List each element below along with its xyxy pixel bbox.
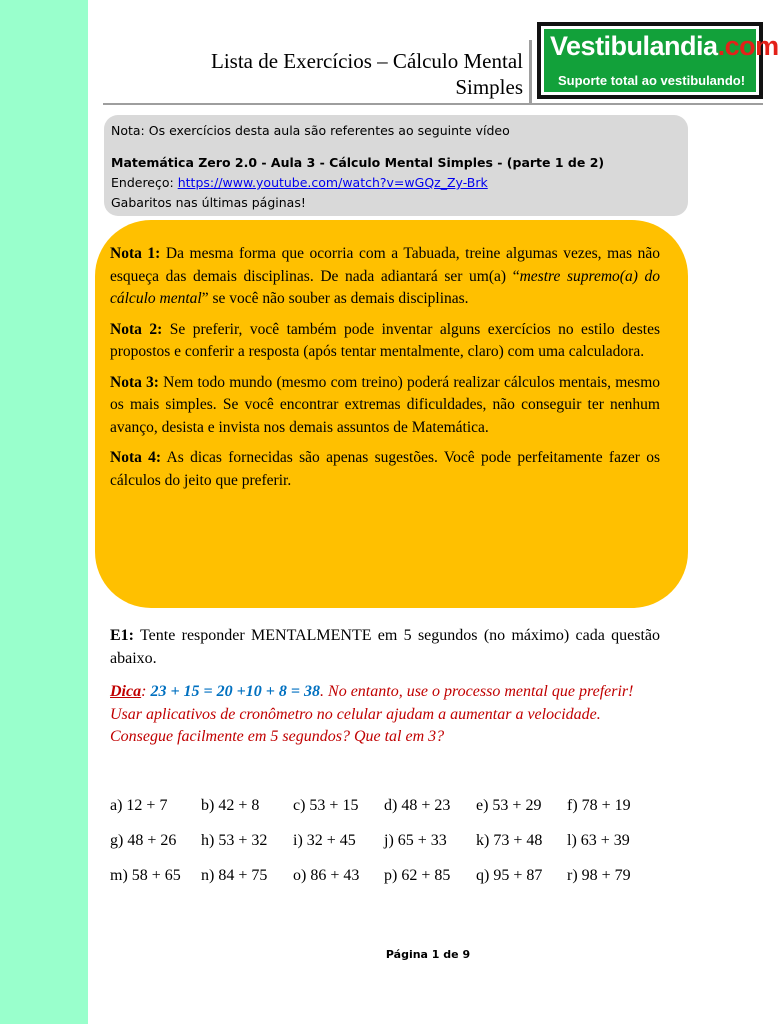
logo-tagline: Suporte total ao vestibulando!: [558, 73, 746, 88]
page-title-line2: Simples: [455, 75, 523, 99]
notes-text: [110, 243, 660, 500]
exercise-text: Tente responder MENTALMENTE em 5 segundos (no máximo) cada questão abaixo.: [110, 627, 660, 667]
note-1-italic: mestre supremo(a) do cálculo mental: [110, 267, 660, 307]
note-label: Nota:: [111, 123, 145, 138]
problem-i: i) 32 + 45: [293, 832, 356, 849]
note-line-1-text: Os exercícios desta aula são referentes ao seguinte vídeo: [144, 123, 510, 138]
exercise-label: E1:: [110, 627, 134, 644]
logo-v: V: [550, 31, 567, 61]
note-1-label: Nota 1:: [110, 245, 161, 262]
problem-c: c) 53 + 15: [293, 797, 359, 814]
note-4-text: As dicas fornecidas são apenas sugestões. Você pode perfeitamente fazer os cálculos do jeito que preferir.: [110, 449, 660, 489]
page-title-line1: Lista de Exercícios – Cálculo Mental: [211, 49, 523, 73]
vestibulandia-logo[interactable]: [537, 22, 779, 99]
left-margin-bar: [0, 0, 88, 1024]
logo-com: .com: [717, 31, 779, 61]
logo-wordmark: [550, 31, 779, 62]
note-line-2: Matemática Zero 2.0 - Aula 3 - Cálculo Mental Simples - (parte 1 de 2): [111, 155, 605, 170]
problem-e: e) 53 + 29: [476, 797, 542, 814]
address-label: Endereço:: [111, 175, 174, 190]
video-note-box: [104, 115, 688, 216]
problem-a: a) 12 + 7: [110, 797, 168, 814]
tip-equation: 23 + 15 = 20 +10 + 8 = 38: [150, 683, 321, 700]
problem-f: f) 78 + 19: [567, 797, 631, 814]
note-line-1: [111, 123, 510, 138]
page-number: Página 1 de 9: [385, 948, 471, 961]
problem-h: h) 53 + 32: [201, 832, 268, 849]
problem-q: q) 95 + 87: [476, 867, 543, 884]
note-1: [110, 243, 660, 311]
problem-d: d) 48 + 23: [384, 797, 451, 814]
problem-l: l) 63 + 39: [567, 832, 630, 849]
note-line-4: Gabaritos nas últimas páginas!: [111, 195, 306, 210]
exercise-instruction: [110, 625, 660, 670]
note-1-text-b: ” se você não souber as demais disciplinas.: [201, 290, 469, 307]
note-3-text: Nem todo mundo (mesmo com treino) poderá realizar cálculos mentais, mesmo os mais simples. Se você encontrar extremas dificuldades, não conseguir ter nenhum avanço, desista e invista nos demais assuntos de Matemática.: [110, 373, 660, 436]
note-4-label: Nota 4:: [110, 449, 162, 466]
note-2: [110, 319, 660, 364]
header-divider-vertical: [529, 40, 532, 104]
note-2-text: Se preferir, você também pode inventar alguns exercícios no estilo destes propostos e conferir a resposta (após tentar mentalmente, claro) com uma calculadora.: [110, 320, 660, 360]
page-footer: [0, 948, 768, 961]
page-title: [140, 48, 523, 100]
note-3: [110, 372, 660, 440]
note-line-3: [111, 175, 488, 190]
tip-text: . No entanto, use o processo mental que preferir! Usar aplicativos de cronômetro no celular ajudam a aumentar a velocidade. Consegue facilmente em 5 segundos? Que tal em 3?: [110, 683, 634, 745]
problem-b: b) 42 + 8: [201, 797, 260, 814]
problem-p: p) 62 + 85: [384, 867, 451, 884]
note-2-label: Nota 2:: [110, 320, 163, 338]
problem-n: n) 84 + 75: [201, 867, 268, 884]
note-3-label: Nota 3:: [110, 373, 159, 391]
note-1-text-a: Da mesma forma que ocorria com a Tabuada, treine algumas vezes, mas não esqueça das demais disciplinas. De nada adiantará ser um(a) “: [110, 245, 660, 285]
tip: [110, 681, 655, 749]
problem-j: j) 65 + 33: [384, 832, 447, 849]
problem-r: r) 98 + 79: [567, 867, 631, 884]
header-divider: [103, 103, 763, 105]
note-4: [110, 447, 660, 492]
problem-g: g) 48 + 26: [110, 832, 177, 849]
logo-main: estibulandia: [566, 31, 718, 61]
problem-k: k) 73 + 48: [476, 832, 543, 849]
problem-m: m) 58 + 65: [110, 867, 181, 884]
tip-label: Dica: [110, 683, 142, 700]
video-link[interactable]: https://www.youtube.com/watch?v=wGQz_Zy-Brk: [177, 175, 488, 190]
problem-o: o) 86 + 43: [293, 867, 360, 884]
logo-background: [544, 29, 779, 92]
tip-colon: :: [141, 683, 147, 700]
